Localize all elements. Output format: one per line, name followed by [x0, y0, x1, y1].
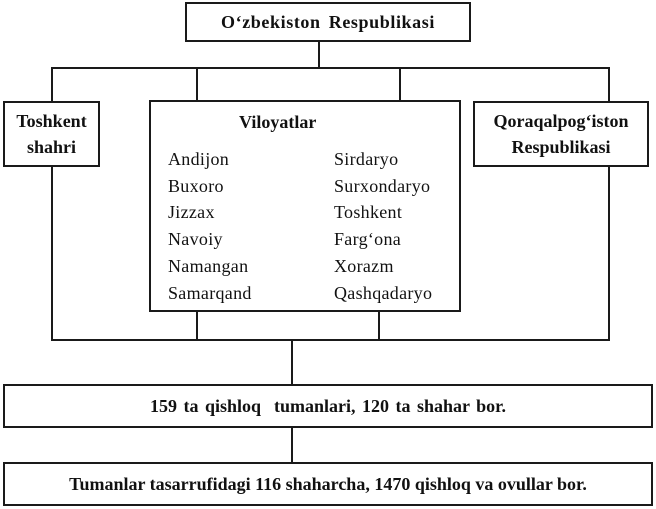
regions-left-column: [168, 146, 252, 306]
uzbekistan-republic-box: [185, 2, 471, 42]
regions-right-column: [334, 146, 432, 306]
connector-to-viloyatlar-left: [196, 67, 198, 100]
region-item: Qashqadaryo: [334, 282, 433, 303]
region-item: Andijon: [168, 149, 230, 169]
viloyatlar-title: Viloyatlar: [239, 112, 317, 132]
qoraqalpogiston-box: [473, 101, 649, 167]
connector-top-horizontal: [51, 67, 610, 69]
region-item: Surxondaryo: [334, 175, 431, 196]
toshkent-city-line2: shahri: [26, 137, 77, 157]
connector-to-settlements: [291, 428, 293, 462]
settlements-box: [3, 462, 653, 506]
connector-title-down: [318, 42, 320, 69]
connector-to-qoraqalpogiston: [608, 67, 610, 101]
uzbekistan-republic-title: O‘zbekiston Respublikasi: [221, 11, 435, 32]
viloyatlar-box: [149, 100, 461, 312]
settlements-text: Tumanlar tasarrufidagi 116 shaharcha, 1470 qishloq va ovullar bor.: [69, 473, 587, 494]
districts-box: [3, 384, 653, 428]
region-item: Buxoro: [168, 175, 224, 196]
region-item: Navoiy: [168, 229, 223, 250]
connector-to-viloyatlar-right: [399, 67, 401, 100]
connector-to-toshkent: [51, 67, 53, 101]
districts-text: 159 ta qishloq tumanlari, 120 ta shahar bor.: [149, 395, 507, 416]
region-item: Jizzax: [168, 202, 215, 223]
region-item: Namangan: [168, 255, 249, 276]
connector-from-qoraqalpogiston: [608, 167, 610, 341]
connector-from-toshkent: [51, 167, 53, 341]
toshkent-city-box: [3, 101, 100, 167]
connector-from-viloyatlar-right: [378, 312, 380, 341]
region-item: Samarqand: [168, 282, 252, 303]
region-item: Sirdaryo: [334, 149, 399, 169]
toshkent-city-line1: Toshkent: [16, 111, 87, 131]
qoraqalpogiston-line2: Respublikasi: [511, 137, 611, 157]
connector-to-districts: [291, 339, 293, 384]
connector-bottom-horizontal: [51, 339, 610, 341]
connector-from-viloyatlar-left: [196, 312, 198, 341]
region-item: Xorazm: [334, 255, 394, 276]
qoraqalpogiston-line1: Qoraqalpog‘iston: [493, 111, 629, 131]
region-item: Toshkent: [334, 202, 403, 223]
region-item: Farg‘ona: [334, 229, 402, 250]
